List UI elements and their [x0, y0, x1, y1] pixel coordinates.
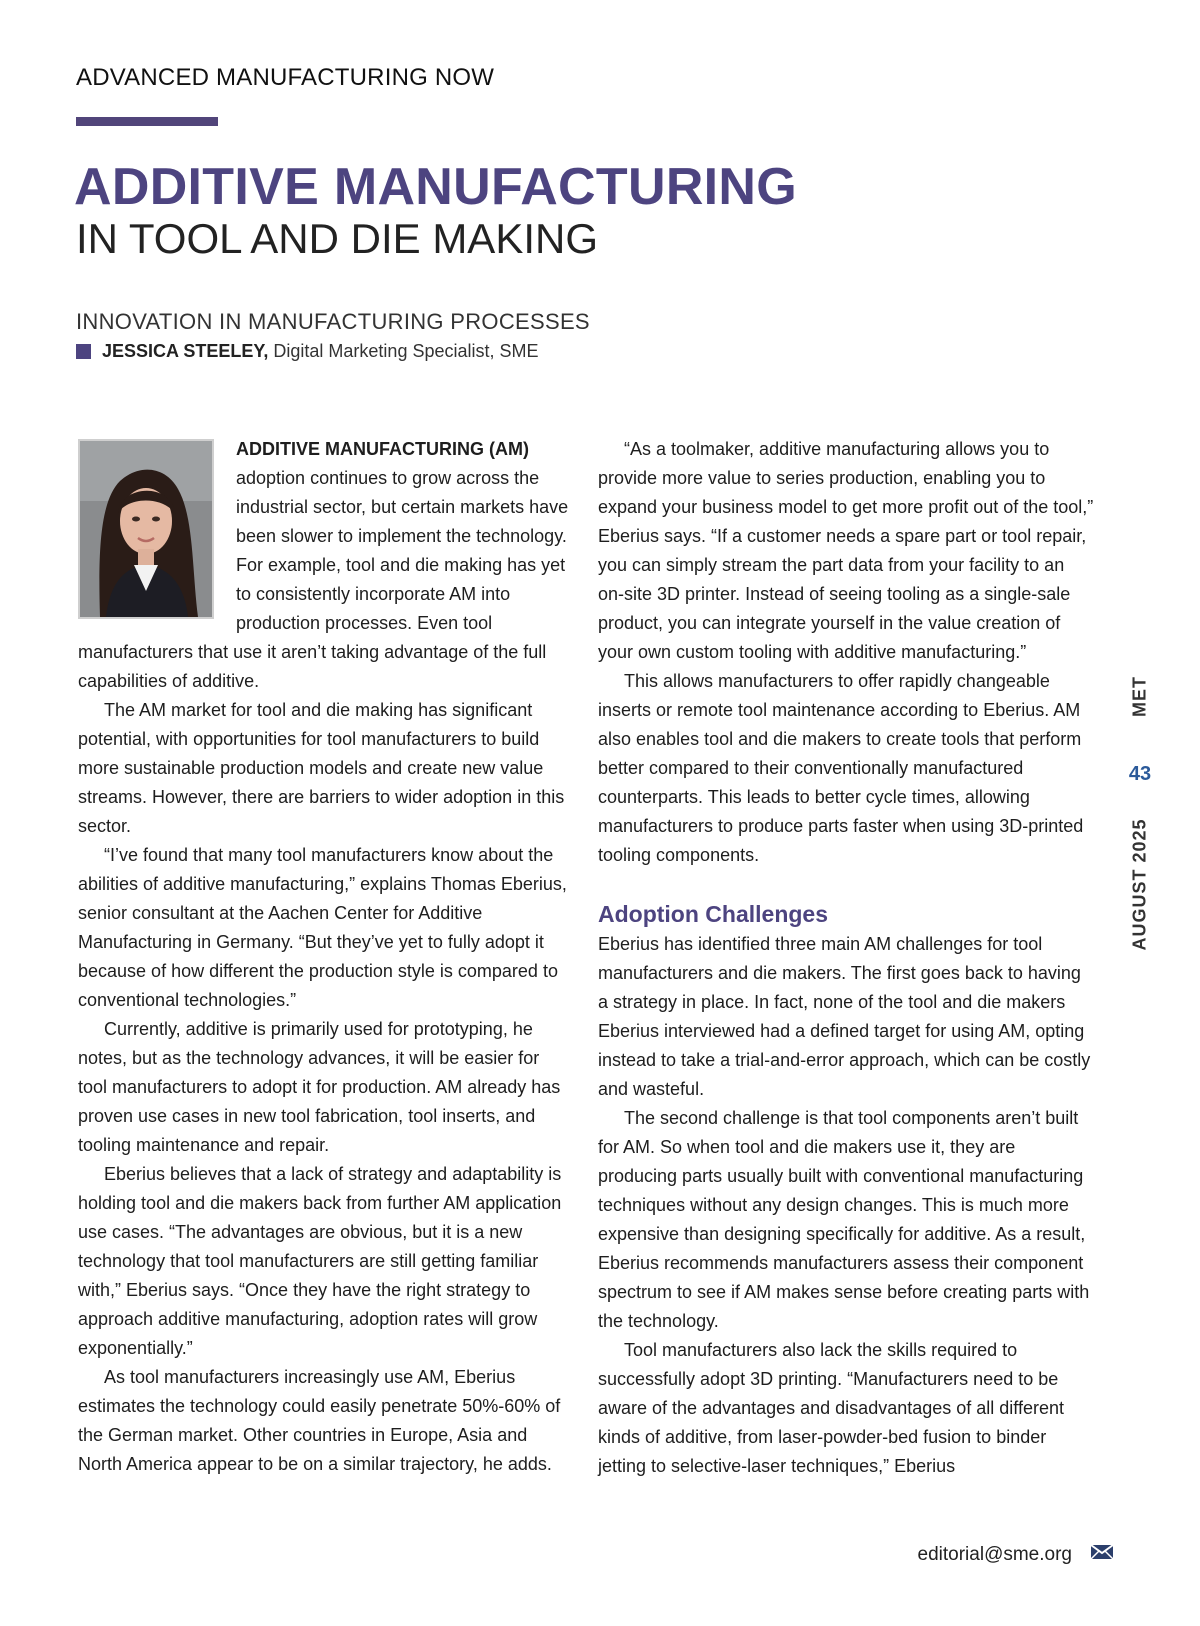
mail-icon[interactable] [1090, 1544, 1114, 1566]
byline [76, 341, 539, 362]
paragraph: “As a toolmaker, additive manufacturing allows you to provide more value to series production, enabling you to expand your business model to get more profit out of the tool,” Eberius says. “If a customer needs a spare part or tool repair, you can simply stream the part data from your facility to an on-site 3D printer. Instead of seeing tooling as a single-sale product, you can integrate yourself in the value creation of your own custom tooling with additive manufacturing.” [598, 439, 1094, 662]
lead-text: adoption continues to grow across the industrial sector, but certain markets have been slower to implement the technology. For example, tool and die making has yet to consistently incorporate AM into production processes. Even tool manufacturers that use it aren’t taking advantage of the full capabilities of additive. [78, 468, 569, 691]
lead-paragraph [78, 435, 573, 696]
paragraph: “I’ve found that many tool manufacturers know about the abilities of additive manufacturing,” explains Thomas Eberius, senior consultant at the Aachen Center for Additive Manufacturing in Germany. “But they’ve yet to fully adopt it because of how different the production style is compared to conventional technologies.” [78, 845, 567, 1010]
paragraph: The AM market for tool and die making has significant potential, with opportunities for tool manufacturers to build more sustainable production models and create new value streams. However, there are barriers to wider adoption in this sector. [78, 700, 565, 836]
author-photo [78, 439, 214, 619]
paragraph: As tool manufacturers increasingly use AM, Eberius estimates the technology could easily penetrate 50%-60% of the German market. Other countries in Europe, Asia and North America appear to be on a similar trajectory, he adds. [78, 1367, 561, 1474]
article-kicker: INNOVATION IN MANUFACTURING PROCESSES [76, 309, 590, 334]
article-column-right [598, 435, 1095, 1481]
issue-date: AUGUST 2025 [1129, 818, 1150, 951]
byline-square-icon [76, 344, 91, 359]
author-role: Digital Marketing Specialist, SME [273, 341, 539, 361]
section-label: ADVANCED MANUFACTURING NOW [76, 64, 495, 91]
accent-bar [76, 117, 218, 126]
article-subtitle: IN TOOL AND DIE MAKING [76, 215, 599, 262]
footer-email[interactable]: editorial@sme.org [917, 1544, 1072, 1565]
paragraph: Eberius has identified three main AM challenges for tool manufacturers and die makers. The first goes back to having a strategy in place. In fact, none of the tool and die makers Eberius interviewed had a defined target for using AM, opting instead to take a trial-and-error approach, which can be costly and wasteful. [598, 934, 1091, 1099]
author-name: JESSICA STEELEY, [102, 341, 269, 361]
publication-name: MET [1129, 676, 1150, 717]
paragraph: This allows manufacturers to offer rapidly changeable inserts or remote tool maintenance according to Eberius. AM also enables tool and die makers to create tools that perform better compared to their conventionally manufactured counterparts. This leads to better cycle times, allowing manufacturers to produce parts faster when using 3D-printed tooling components. [598, 671, 1084, 865]
page-number: 43 [1128, 763, 1152, 785]
paragraph: Currently, additive is primarily used for prototyping, he notes, but as the technology advances, it will be easier for tool manufacturers to adopt it for production. AM already has proven use cases in new tool fabrication, tool inserts, and tooling maintenance and repair. [78, 1019, 561, 1155]
paragraph: The second challenge is that tool components aren’t built for AM. So when tool and die makers use it, they are producing parts usually built with conventional manufacturing techniques without any design changes. This is much more expensive than designing specifically for additive. As a result, Eberius recommends manufacturers assess their component spectrum to see if AM makes sense before creating parts with the technology. [598, 1108, 1090, 1331]
section-subhead: Adoption Challenges [598, 901, 828, 927]
paragraph: Eberius believes that a lack of strategy and adaptability is holding tool and die makers back from further AM application use cases. “The advantages are obvious, but it is a new technology that tool manufacturers are still getting familiar with,” Eberius says. “Once they have the right strategy to approach additive manufacturing, adoption rates will grow exponentially.” [78, 1164, 562, 1358]
paragraph: Tool manufacturers also lack the skills required to successfully adopt 3D printing. “Manufacturers need to be aware of the advantages and disadvantages of all different kinds of additive, from laser-powder-bed fusion to binder jetting to selective-laser techniques,” Eberius [598, 1340, 1064, 1476]
footer [918, 1544, 1114, 1566]
lead-caps: ADDITIVE MANUFACTURING (AM) [236, 439, 529, 459]
article-column-left [78, 435, 573, 1479]
article-title: ADDITIVE MANUFACTURING [74, 158, 798, 216]
